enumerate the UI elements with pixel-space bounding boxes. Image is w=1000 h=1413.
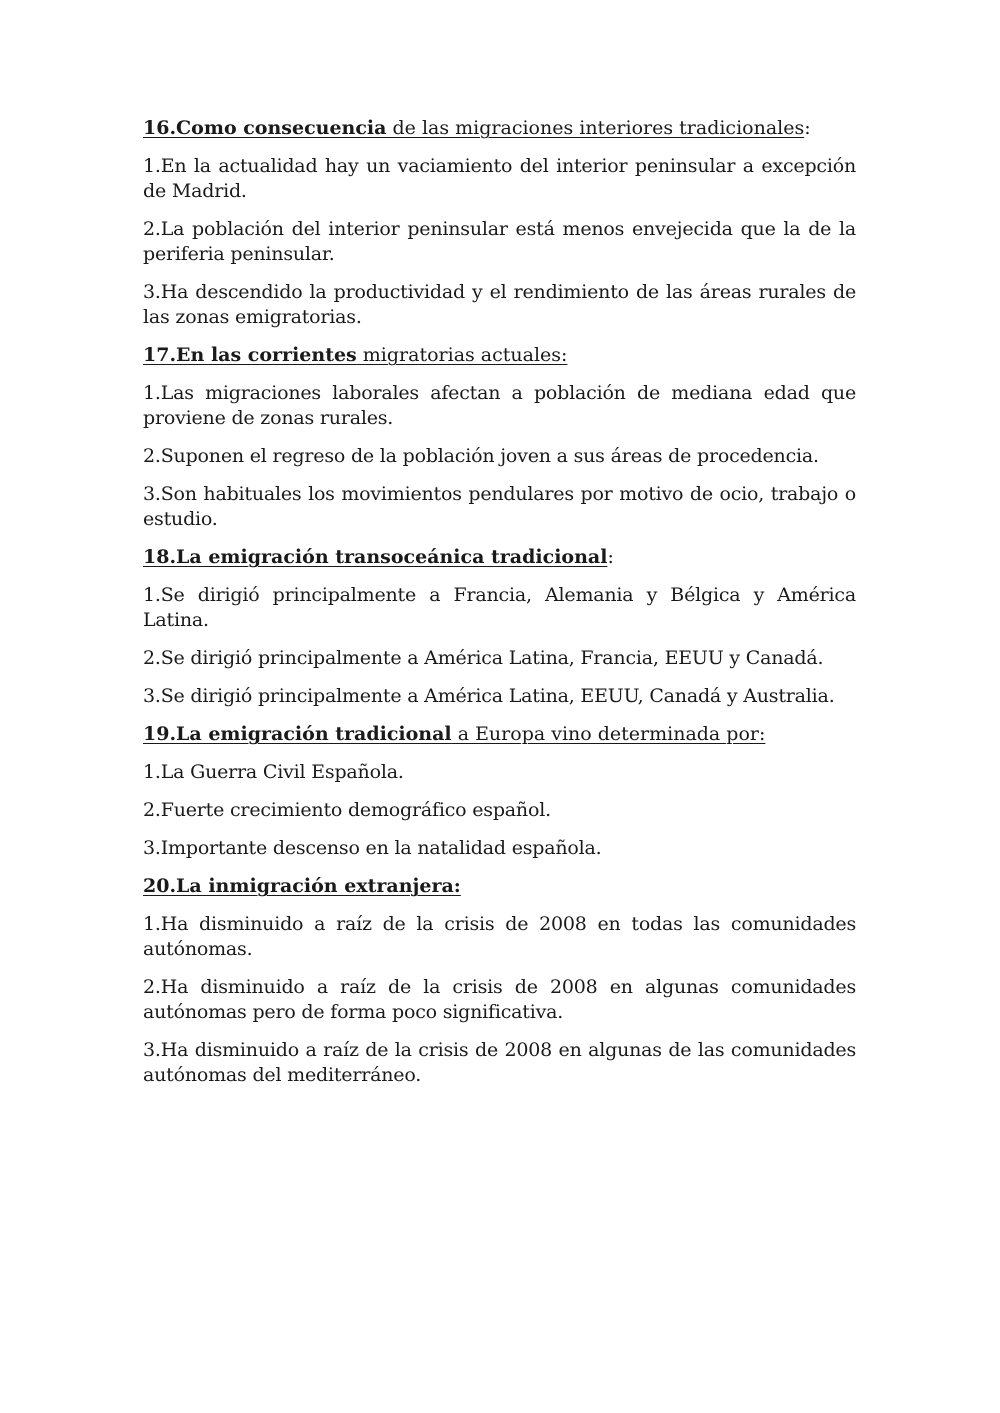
answer-option: 3.Son habituales los movimientos pendulares por motivo de ocio, trabajo o estudio.: [143, 483, 856, 530]
question-number-bold: 18.La emigración transoceánica tradicional: [143, 546, 608, 568]
question-heading-text: migratorias actuales:: [356, 344, 568, 366]
question-number-bold: 16.Como consecuencia: [143, 117, 387, 139]
question-heading: [143, 545, 856, 570]
question-heading-underlined: [143, 546, 607, 568]
question-number-bold: 17.En las corrientes: [143, 344, 357, 366]
question-number-bold: 19.La emigración tradicional: [143, 723, 452, 745]
question-heading: [143, 722, 856, 747]
answer-option: 1.Las migraciones laborales afectan a población de mediana edad que proviene de zonas rurales.: [143, 382, 856, 429]
answer-option: 3.Se dirigió principalmente a América Latina, EEUU, Canadá y Australia.: [143, 685, 835, 707]
question-heading-underlined: [143, 117, 804, 139]
question-block: [143, 874, 856, 1088]
answer-option: 1.Se dirigió principalmente a Francia, Alemania y Bélgica y América Latina.: [143, 584, 856, 631]
answer-option: 3.Ha descendido la productividad y el rendimiento de las áreas rurales de las zonas emigratorias.: [143, 281, 856, 328]
question-heading-text: de las migraciones interiores tradicionales: [386, 117, 805, 139]
question-heading-tail: :: [607, 546, 614, 568]
question-block: [143, 545, 856, 709]
answer-option: 2.Se dirigió principalmente a América Latina, Francia, EEUU y Canadá.: [143, 647, 824, 669]
question-block: [143, 722, 856, 861]
question-heading: [143, 874, 856, 899]
answer-option: 1.La Guerra Civil Española.: [143, 761, 404, 783]
question-block: [143, 116, 856, 330]
question-block: [143, 343, 856, 532]
question-heading-underlined: [143, 723, 765, 745]
question-heading-text: a Europa vino determinada por:: [451, 723, 766, 745]
question-heading-underlined: [143, 875, 461, 897]
document-page: [143, 116, 856, 1101]
question-number-bold: 20.La inmigración extranjera:: [143, 875, 461, 897]
question-heading-underlined: [143, 344, 567, 366]
answer-option: 1.Ha disminuido a raíz de la crisis de 2008 en todas las comunidades autónomas.: [143, 913, 856, 960]
answer-option: 3.Importante descenso en la natalidad española.: [143, 837, 602, 859]
answer-option: 1.En la actualidad hay un vaciamiento del interior peninsular a excepción de Madrid.: [143, 155, 856, 202]
question-heading: [143, 116, 856, 141]
question-heading-tail: :: [804, 117, 811, 139]
question-heading: [143, 343, 856, 368]
answer-option: 3.Ha disminuido a raíz de la crisis de 2008 en algunas de las comunidades autónomas del mediterráneo.: [143, 1039, 856, 1086]
answer-option: 2.La población del interior peninsular está menos envejecida que la de la periferia peninsular.: [143, 218, 856, 265]
answer-option: 2.Fuerte crecimiento demográfico español.: [143, 799, 551, 821]
answer-option: 2.Suponen el regreso de la población joven a sus áreas de procedencia.: [143, 445, 819, 467]
answer-option: 2.Ha disminuido a raíz de la crisis de 2008 en algunas comunidades autónomas pero de forma poco significativa.: [143, 976, 856, 1023]
